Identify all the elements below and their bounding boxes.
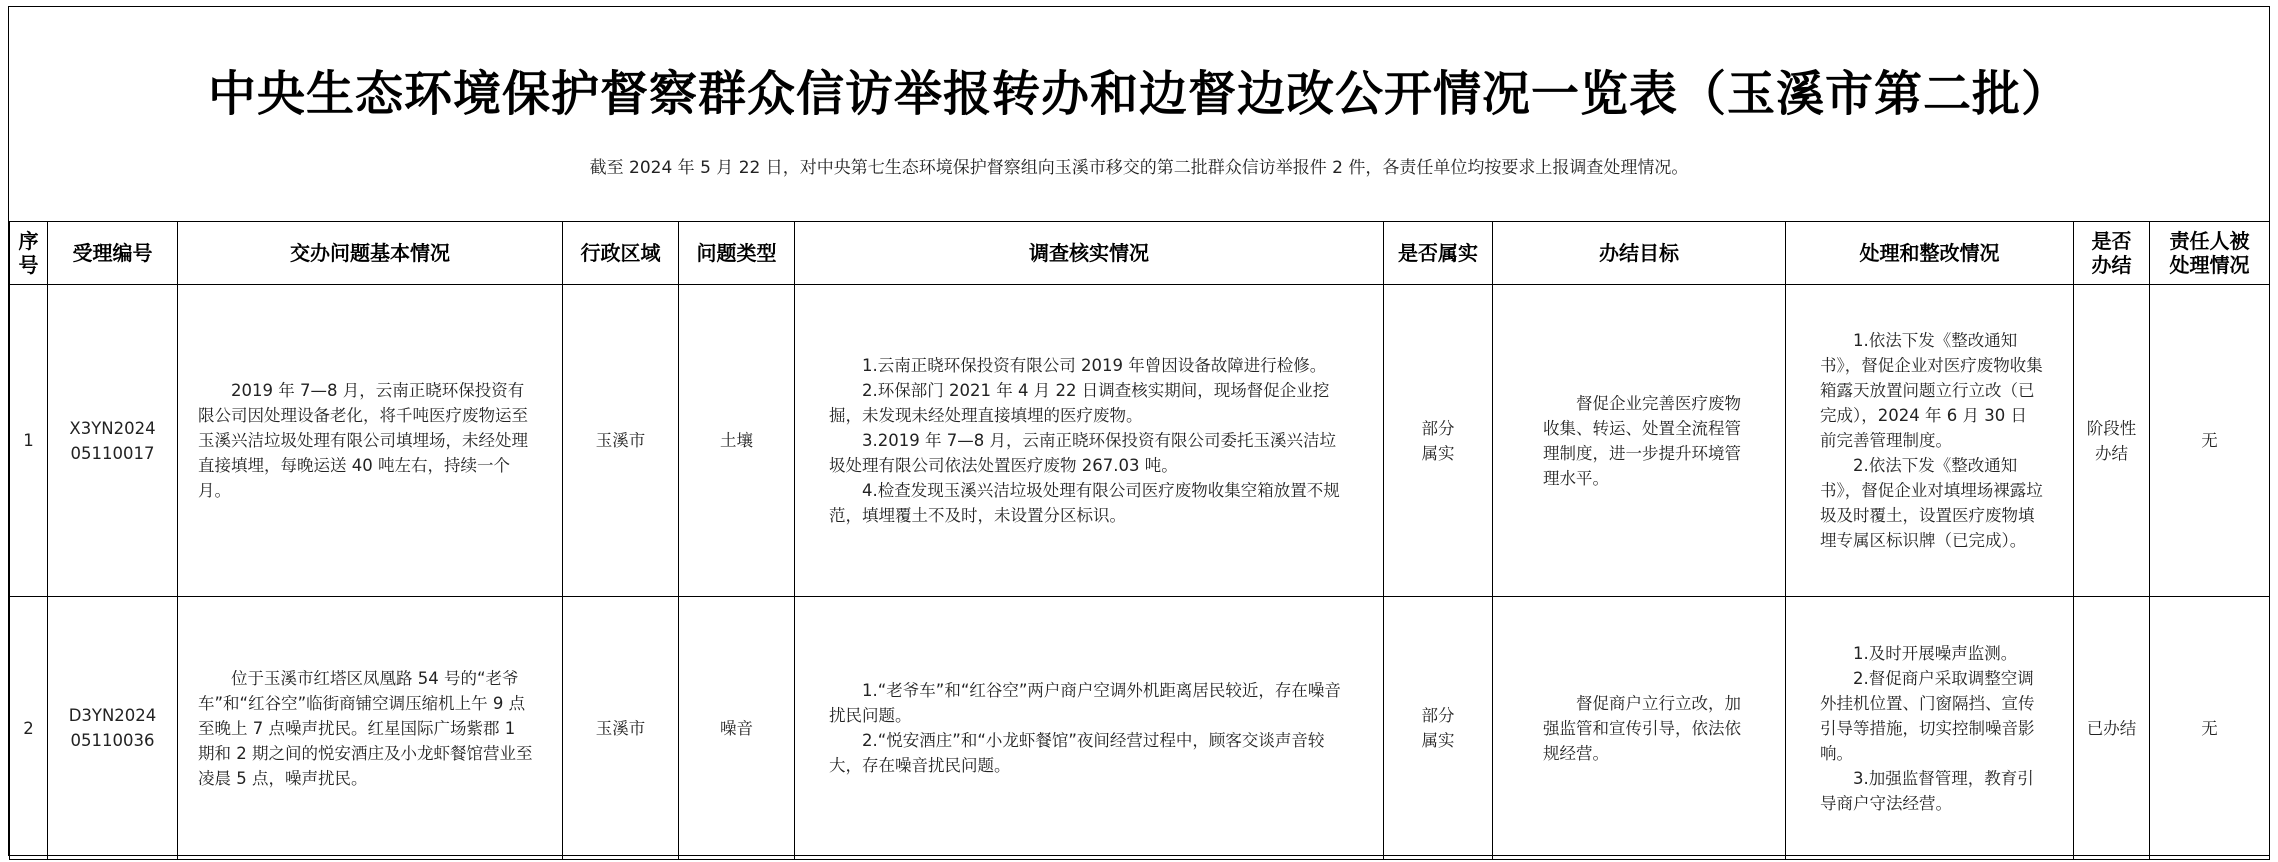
handling-item: 2.督促商户采取调整空调外挂机位置、门窗隔挡、宣传引导等措施，切实控制噪音影响。 — [1820, 668, 2035, 763]
header-verified: 是否属实 — [1384, 222, 1493, 285]
cell-goal: 督促企业完善医疗废物收集、转运、处置全流程管理制度，进一步提升环境管理水平。 — [1493, 285, 1786, 597]
investigation-item: 1.云南正晓环保投资有限公司 2019 年曾因设备故障进行检修。 — [862, 356, 1327, 375]
cell-investigation — [795, 285, 1384, 597]
page-title: 中央生态环境保护督察群众信访举报转办和边督边改公开情况一览表（玉溪市第二批） — [207, 66, 2070, 122]
investigation-item: 3.2019 年 7—8 月，云南正晓环保投资有限公司委托玉溪兴洁垃圾处理有限公司依法处置医疗废物 267.03 吨。 — [829, 431, 1336, 475]
header-goal: 办结目标 — [1493, 222, 1786, 285]
header-basic-info: 交办问题基本情况 — [178, 222, 563, 285]
header-accountability: 责任人被 处理情况 — [2150, 222, 2270, 285]
cell-index: 2 — [10, 597, 48, 860]
cell-index: 1 — [10, 285, 48, 597]
investigation-item: 2.“悦安酒庄”和“小龙虾餐馆”夜间经营过程中，顾客交谈声音较大，存在噪音扰民问题。 — [829, 731, 1325, 775]
header-case-no: 受理编号 — [48, 222, 178, 285]
header-index: 序 号 — [10, 222, 48, 285]
cell-closed: 已办结 — [2074, 597, 2150, 860]
cell-handling — [1786, 285, 2074, 597]
cell-region: 玉溪市 — [563, 597, 679, 860]
cell-case-no: X3YN2024 05110017 — [48, 285, 178, 597]
cell-issue-type: 土壤 — [679, 285, 795, 597]
handling-item: 1.依法下发《整改通知书》，督促企业对医疗废物收集箱露天放置问题立行立改（已完成），2024 年 6 月 30 日前完善管理制度。 — [1820, 331, 2043, 450]
table-row — [10, 597, 2270, 860]
cell-basic-info: 位于玉溪市红塔区凤凰路 54 号的“老爷车”和“红谷空”临街商铺空调压缩机上午 9 点至晚上 7 点噪声扰民。红星国际广场紫郡 1 期和 2 期之间的悦安酒庄及小龙虾餐馆营业至凌晨 5 点，噪声扰民。 — [178, 597, 563, 860]
report-sheet — [8, 6, 2270, 856]
header-closed: 是否 办结 — [2074, 222, 2150, 285]
cell-goal: 督促商户立行立改，加强监管和宣传引导，依法依规经营。 — [1493, 597, 1786, 860]
header-handling: 处理和整改情况 — [1786, 222, 2074, 285]
cell-investigation — [795, 597, 1384, 860]
cell-verified: 部分 属实 — [1384, 597, 1493, 860]
cell-basic-info: 2019 年 7—8 月，云南正晓环保投资有限公司因处理设备老化，将千吨医疗废物运至玉溪兴洁垃圾处理有限公司填埋场，未经处理直接填埋，每晚运送 40 吨左右，持续一个月。 — [178, 285, 563, 597]
investigation-item: 2.环保部门 2021 年 4 月 22 日调查核实期间，现场督促企业挖掘，未发现未经处理直接填埋的医疗废物。 — [829, 381, 1330, 425]
cell-verified: 部分 属实 — [1384, 285, 1493, 597]
cell-case-no: D3YN2024 05110036 — [48, 597, 178, 860]
cell-handling — [1786, 597, 2074, 860]
investigation-item: 4.检查发现玉溪兴洁垃圾处理有限公司医疗废物收集空箱放置不规范，填埋覆土不及时，未设置分区标识。 — [829, 481, 1340, 525]
cell-region: 玉溪市 — [563, 285, 679, 597]
header-row — [10, 222, 2270, 285]
report-table — [9, 221, 2270, 860]
handling-item: 2.依法下发《整改通知书》，督促企业对填埋场裸露垃圾及时覆土，设置医疗废物填埋专属区标识牌（已完成）。 — [1820, 456, 2043, 550]
cell-issue-type: 噪音 — [679, 597, 795, 860]
handling-item: 3.加强监督管理，教育引导商户守法经营。 — [1820, 768, 2034, 813]
investigation-item: 1.“老爷车”和“红谷空”两户商户空调外机距离居民较近，存在噪音扰民问题。 — [829, 681, 1341, 725]
cell-accountability: 无 — [2150, 597, 2270, 860]
table-row — [10, 285, 2270, 597]
header-investigation: 调查核实情况 — [795, 222, 1384, 285]
handling-item: 1.及时开展噪声监测。 — [1853, 643, 2018, 663]
header-region: 行政区域 — [563, 222, 679, 285]
cell-closed: 阶段性 办结 — [2074, 285, 2150, 597]
header-issue-type: 问题类型 — [679, 222, 795, 285]
cell-accountability: 无 — [2150, 285, 2270, 597]
page-subtitle: 截至 2024 年 5 月 22 日，对中央第七生态环境保护督察组向玉溪市移交的第二批群众信访举报件 2 件，各责任单位均按要求上报调查处理情况。 — [589, 158, 1689, 178]
